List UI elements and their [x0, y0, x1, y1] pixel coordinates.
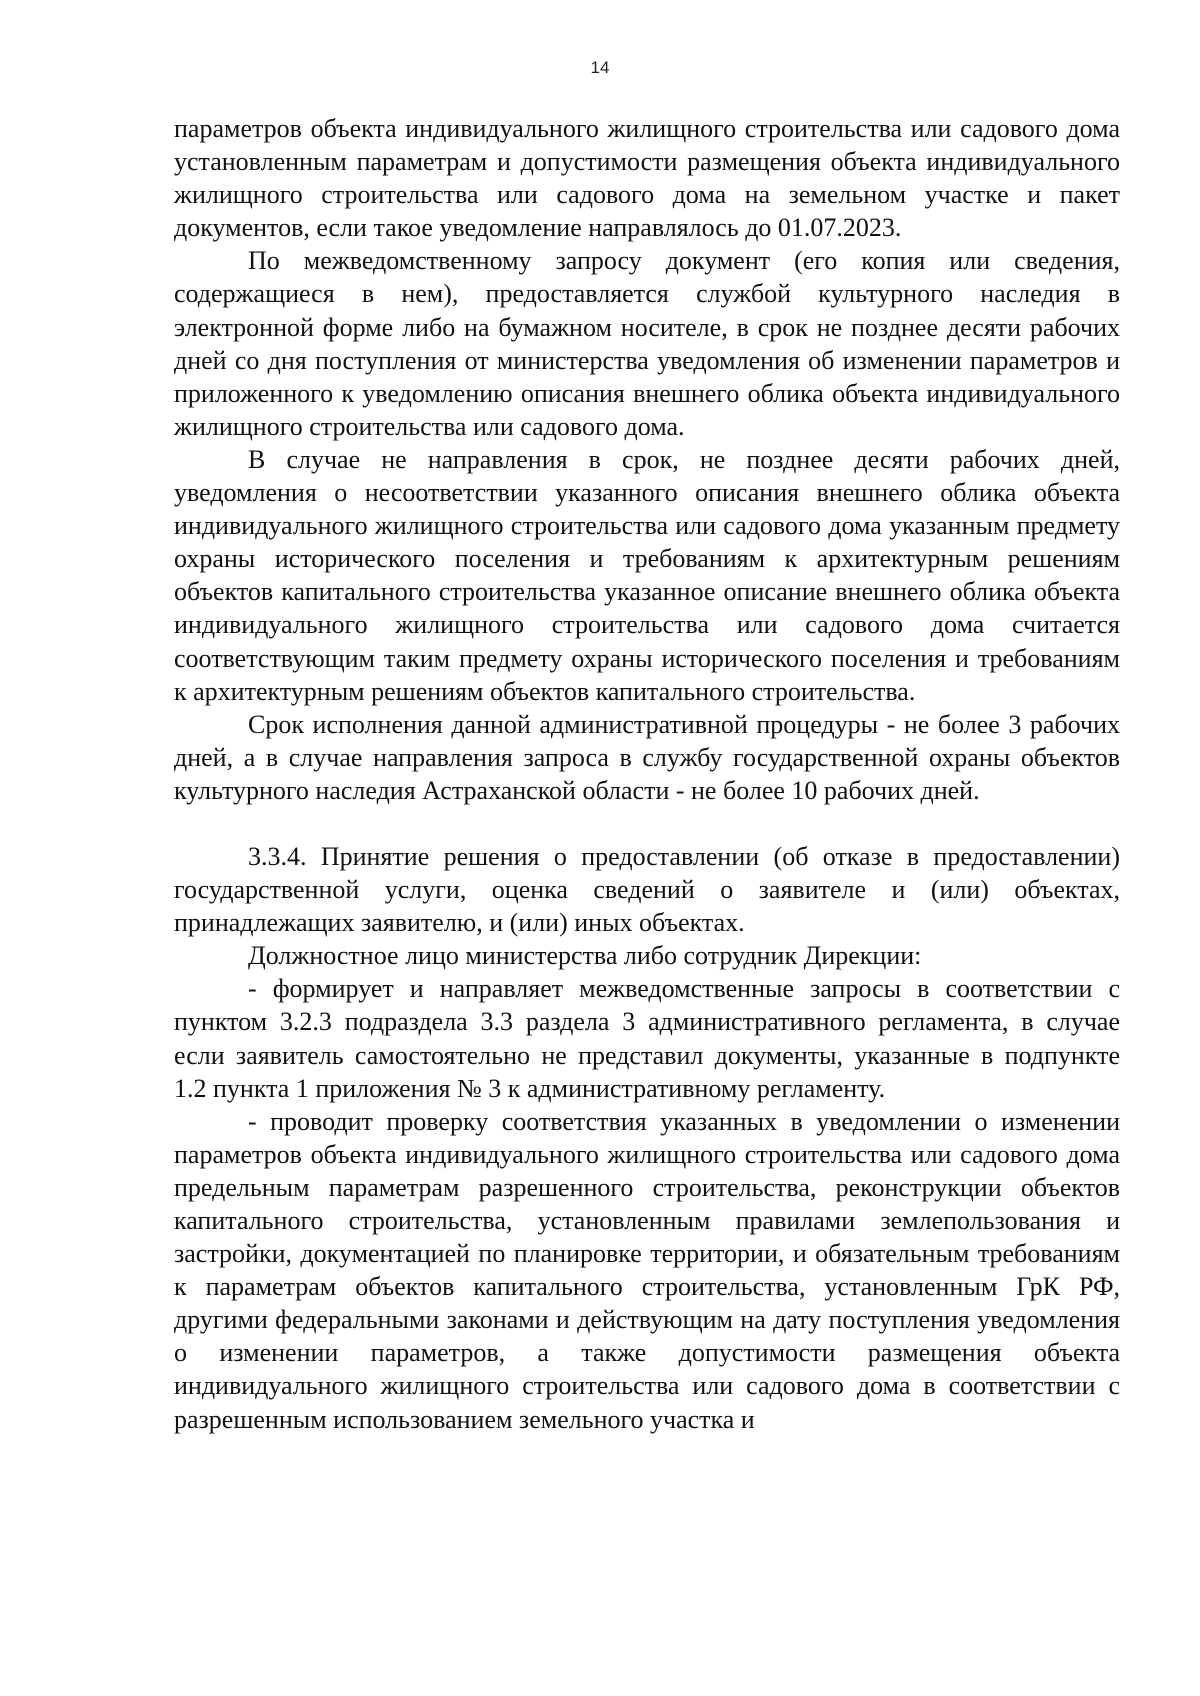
paragraph-deadline: Срок исполнения данной административной процедуры - не более 3 рабочих дней, а в случае направления запроса в службу государственной охраны объектов культурного наследия Астраханской области - не более 10 рабочих дней. [174, 709, 1120, 805]
paragraph-continuation: параметров объекта индивидуального жилищного строительства или садового дома установленным параметрам и допустимости размещения объекта индивидуального жилищного строительства или садового дома на земельном участке и пакет документов, если такое уведомление направлялось до 01.07.2023. [174, 114, 1120, 243]
paragraph-list-item-verification: - проводит проверку соответствия указанных в уведомлении о изменении параметров объекта индивидуального жилищного строительства или садового дома предельным параметрам разрешенного строительства, реконструкции объектов капитального строительства, установленным правилами землепользования и застройки, документацией по планировке территории, и обязательным требованиям к параметрам объектов капитального строительства, установленным ГрК РФ, другими федеральными законами и действующим на дату поступления уведомления о изменении параметров, а также допустимости размещения объекта индивидуального жилищного строительства или садового дома в соответствии с разрешенным использованием земельного участка и [174, 1106, 1120, 1434]
page-number: 14 [590, 58, 610, 77]
paragraph-section-3-3-4: 3.3.4. Принятие решения о предоставлении (об отказе в предоставлении) государственной услуги, оценка сведений о заявителе и (или) объектах, принадлежащих заявителю, и (или) иных объектах. [174, 841, 1120, 938]
document-body [174, 112, 1120, 1436]
paragraph-list-item-requests: - формирует и направляет межведомственные запросы в соответствии с пунктом 3.2.3 подраздела 3.3 раздела 3 административного регламента, в случае если заявитель самостоятельно не представил документы, указанные в подпункте 1.2 пункта 1 приложения № 3 к административному регламенту. [174, 974, 1120, 1103]
paragraph-official: Должностное лицо министерства либо сотрудник Дирекции: [248, 941, 922, 971]
paragraph-interagency-request: По межведомственному запросу документ (его копия или сведения, содержащиеся в нем), предоставляется службой культурного наследия в электронной форме либо на бумажном носителе, в срок не позднее десяти рабочих дней со дня поступления от министерства уведомления об изменении параметров и приложенного к уведомлению описания внешнего облика объекта индивидуального жилищного строительства или садового дома. [174, 246, 1120, 441]
paragraph-no-notice: В случае не направления в срок, не позднее десяти рабочих дней, уведомления о несоответствии указанного описания внешнего облика объекта индивидуального жилищного строительства или садового дома указанным предмету охраны исторического поселения и требованиям к архитектурным решениям объектов капитального строительства указанное описание внешнего облика объекта индивидуального жилищного строительства или садового дома считается соответствующим таким предмету охраны исторического поселения и требованиям к архитектурным решениям объектов капитального строительства. [174, 444, 1120, 706]
